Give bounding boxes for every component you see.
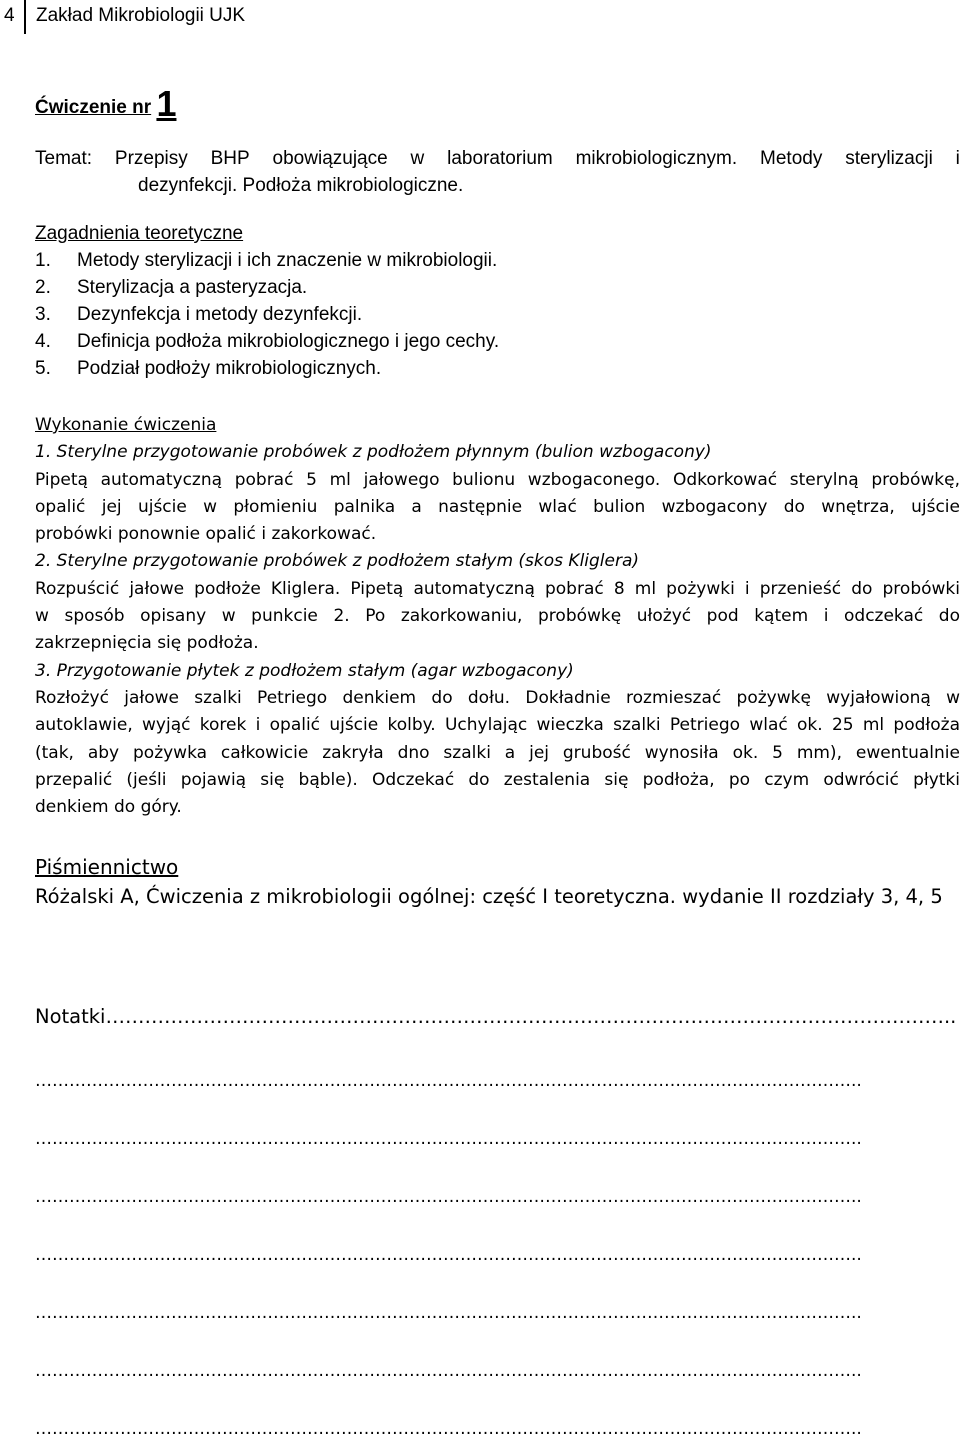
- topic-word: mikrobiologicznym.: [575, 148, 738, 169]
- section-line: opalić jej ujście w płomieniu palnika a następnie wlać bulion wzbogacony do wnętrza, ujście: [35, 496, 960, 517]
- exercise-number: 1: [156, 83, 177, 124]
- section-line: Rozpuścić jałowe podłoże Kliglera. Pipetą automatyczną pobrać 8 ml pożywki i przenieść do probówki: [35, 578, 960, 599]
- list-text: Podział podłoży mikrobiologicznych.: [77, 358, 382, 379]
- page-number: 4: [4, 5, 15, 26]
- topic-word: BHP: [210, 148, 250, 169]
- list-text: Sterylizacja a pasteryzacja.: [77, 277, 308, 298]
- topic-word: i: [955, 148, 960, 169]
- notes-label: Notatki…………………………………………………………………………………………………………………..: [35, 1005, 957, 1028]
- list-number: 3.: [35, 304, 51, 325]
- section-line: Pipetą automatyczną pobrać 5 ml jałowego bulionu wzbogaconego. Odkorkować sterylną probówkę,: [35, 469, 960, 490]
- header-title: Zakład Mikrobiologii UJK: [36, 5, 246, 26]
- list-text: Definicja podłoża mikrobiologicznego i jego cechy.: [77, 331, 500, 352]
- list-number: 4.: [35, 331, 51, 352]
- page-header: [0, 0, 960, 36]
- literature-text: Różalski A, Ćwiczenia z mikrobiologii ogólnej: część I teoretyczna. wydanie II rozdziały 3, 4, 5: [35, 885, 943, 908]
- notes-line: ………………………………………………………………………………………………………………………………..: [35, 1187, 862, 1207]
- list-number: 5.: [35, 358, 51, 379]
- exercise-title: [35, 83, 177, 126]
- section-title: 3. Przygotowanie płytek z podłożem stałym (agar wzbogacony): [35, 660, 574, 681]
- list-item: [35, 303, 362, 327]
- notes-line: ………………………………………………………………………………………………………………………………..: [35, 1361, 862, 1381]
- notes-line: ………………………………………………………………………………………………………………………………..: [35, 1245, 862, 1265]
- section-title: 2. Sterylne przygotowanie probówek z podłożem stałym (skos Kliglera): [35, 551, 640, 572]
- topic: [35, 145, 960, 199]
- section-line: denkiem do góry.: [35, 797, 182, 818]
- section-line: przepalić (jeśli pojawią się bąble). Odczekać do zestalenia się podłoża, po czym odwrócić płytki: [35, 769, 960, 790]
- list-number: 2.: [35, 277, 51, 298]
- exercise-label: Ćwiczenie nr: [35, 97, 152, 118]
- section-line: zakrzepnięcia się podłoża.: [35, 633, 259, 654]
- topic-word: Przepisy: [114, 148, 188, 169]
- list-item: [35, 249, 497, 273]
- notes-line: ………………………………………………………………………………………………………………………………..: [35, 1071, 862, 1091]
- theory-heading: Zagadnienia teoretyczne: [35, 223, 244, 244]
- execution-heading: Wykonanie ćwiczenia: [35, 415, 217, 435]
- list-item: [35, 330, 499, 354]
- section-title: 1. Sterylne przygotowanie probówek z podłożem płynnym (bulion wzbogacony): [35, 442, 712, 463]
- list-text: Dezynfekcja i metody dezynfekcji.: [77, 304, 363, 325]
- list-number: 1.: [35, 250, 51, 271]
- topic-word: Metody: [760, 148, 823, 169]
- topic-word: w: [410, 148, 425, 169]
- list-item: [35, 276, 307, 300]
- topic-word: Temat:: [35, 148, 93, 169]
- topic-line-1: [35, 145, 960, 172]
- topic-word: obowiązujące: [272, 148, 388, 169]
- literature-heading: Piśmiennictwo: [35, 855, 179, 879]
- section-line: Rozłożyć jałowe szalki Petriego denkiem do dołu. Dokładnie rozmieszać pożywkę wyjałowioną w: [35, 687, 960, 708]
- notes-line: ………………………………………………………………………………………………………………………………..: [35, 1303, 862, 1323]
- topic-word: laboratorium: [447, 148, 553, 169]
- topic-line-2: dezynfekcji. Podłoża mikrobiologiczne.: [138, 175, 464, 196]
- section-line: w sposób opisany w punkcie 2. Po zakorkowaniu, probówkę ułożyć pod kątem i odczekać do: [35, 606, 960, 627]
- list-item: [35, 357, 381, 381]
- list-text: Metody sterylizacji i ich znaczenie w mikrobiologii.: [77, 250, 498, 271]
- section-line: autoklawie, wyjąć korek i opalić ujście kolby. Uchylając wieczka szalki Petriego wlać ok. 25 ml podłoża: [35, 715, 960, 736]
- header-divider: [24, 0, 26, 34]
- section-line: (tak, aby pożywka całkowicie zakryła dno szalki a jej grubość wynosiła ok. 5 mm), ewentualnie: [35, 742, 960, 763]
- section-line: probówki ponownie opalić i zakorkować.: [35, 524, 377, 545]
- topic-word: sterylizacji: [845, 148, 933, 169]
- notes-line: ………………………………………………………………………………………………………………………………..: [35, 1129, 862, 1149]
- execution-block: [35, 412, 960, 821]
- notes-line: ………………………………………………………………………………………………………………………………..: [35, 1419, 862, 1439]
